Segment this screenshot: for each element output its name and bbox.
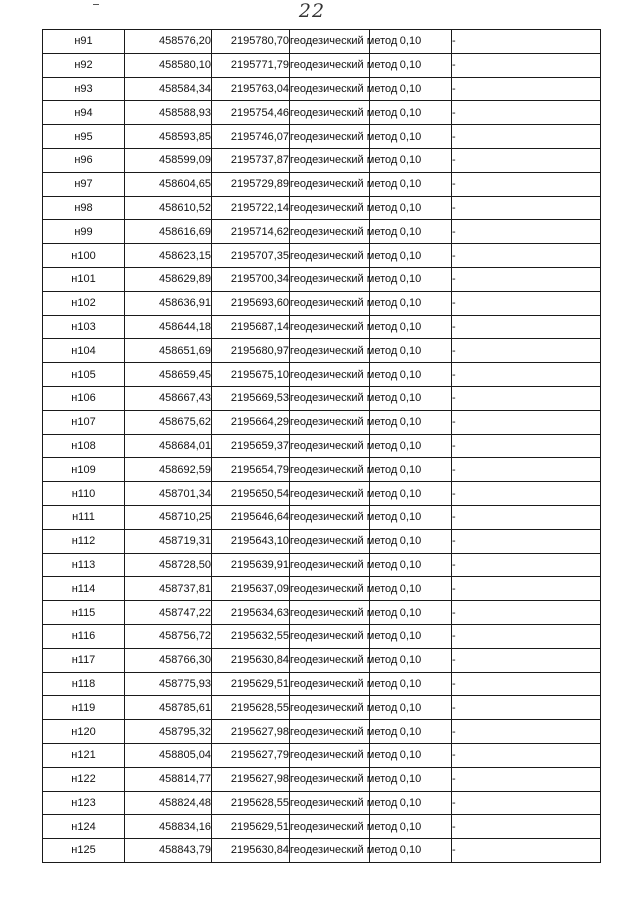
method-cell: геодезический метод bbox=[290, 125, 370, 149]
description-cell: - bbox=[452, 458, 601, 482]
y-coordinate-cell: 2195669,53 bbox=[212, 386, 290, 410]
point-name-cell: н108 bbox=[43, 434, 125, 458]
description-cell: - bbox=[452, 743, 601, 767]
description-cell: - bbox=[452, 196, 601, 220]
point-name-cell: н114 bbox=[43, 577, 125, 601]
table-row bbox=[43, 386, 601, 410]
y-coordinate-cell: 2195707,35 bbox=[212, 244, 290, 268]
method-cell: геодезический метод bbox=[290, 577, 370, 601]
x-coordinate-cell: 458616,69 bbox=[125, 220, 212, 244]
table-row bbox=[43, 529, 601, 553]
table-row bbox=[43, 291, 601, 315]
accuracy-cell: 0,10 bbox=[370, 101, 452, 125]
point-name-cell: н92 bbox=[43, 53, 125, 77]
accuracy-cell: 0,10 bbox=[370, 458, 452, 482]
method-cell: геодезический метод bbox=[290, 505, 370, 529]
table-row bbox=[43, 648, 601, 672]
table-row bbox=[43, 77, 601, 101]
y-coordinate-cell: 2195722,14 bbox=[212, 196, 290, 220]
table-row bbox=[43, 267, 601, 291]
x-coordinate-cell: 458805,04 bbox=[125, 743, 212, 767]
y-coordinate-cell: 2195629,51 bbox=[212, 815, 290, 839]
point-name-cell: н111 bbox=[43, 505, 125, 529]
table-row bbox=[43, 553, 601, 577]
accuracy-cell: 0,10 bbox=[370, 244, 452, 268]
table-row bbox=[43, 125, 601, 149]
x-coordinate-cell: 458756,72 bbox=[125, 624, 212, 648]
accuracy-cell: 0,10 bbox=[370, 363, 452, 387]
x-coordinate-cell: 458599,09 bbox=[125, 148, 212, 172]
y-coordinate-cell: 2195763,04 bbox=[212, 77, 290, 101]
method-cell: геодезический метод bbox=[290, 696, 370, 720]
description-cell: - bbox=[452, 53, 601, 77]
scan-mark bbox=[93, 4, 99, 5]
point-name-cell: н95 bbox=[43, 125, 125, 149]
y-coordinate-cell: 2195650,54 bbox=[212, 482, 290, 506]
method-cell: геодезический метод bbox=[290, 30, 370, 54]
description-cell: - bbox=[452, 696, 601, 720]
method-cell: геодезический метод bbox=[290, 624, 370, 648]
table-row bbox=[43, 601, 601, 625]
point-name-cell: н103 bbox=[43, 315, 125, 339]
table-row bbox=[43, 624, 601, 648]
method-cell: геодезический метод bbox=[290, 601, 370, 625]
y-coordinate-cell: 2195654,79 bbox=[212, 458, 290, 482]
accuracy-cell: 0,10 bbox=[370, 53, 452, 77]
x-coordinate-cell: 458604,65 bbox=[125, 172, 212, 196]
accuracy-cell: 0,10 bbox=[370, 839, 452, 863]
accuracy-cell: 0,10 bbox=[370, 267, 452, 291]
accuracy-cell: 0,10 bbox=[370, 529, 452, 553]
x-coordinate-cell: 458785,61 bbox=[125, 696, 212, 720]
x-coordinate-cell: 458593,85 bbox=[125, 125, 212, 149]
x-coordinate-cell: 458692,59 bbox=[125, 458, 212, 482]
x-coordinate-cell: 458636,91 bbox=[125, 291, 212, 315]
method-cell: геодезический метод bbox=[290, 77, 370, 101]
accuracy-cell: 0,10 bbox=[370, 624, 452, 648]
accuracy-cell: 0,10 bbox=[370, 720, 452, 744]
y-coordinate-cell: 2195627,98 bbox=[212, 720, 290, 744]
point-name-cell: н105 bbox=[43, 363, 125, 387]
point-name-cell: н96 bbox=[43, 148, 125, 172]
method-cell: геодезический метод bbox=[290, 244, 370, 268]
description-cell: - bbox=[452, 839, 601, 863]
description-cell: - bbox=[452, 410, 601, 434]
description-cell: - bbox=[452, 125, 601, 149]
y-coordinate-cell: 2195634,63 bbox=[212, 601, 290, 625]
point-name-cell: н100 bbox=[43, 244, 125, 268]
description-cell: - bbox=[452, 101, 601, 125]
point-name-cell: н119 bbox=[43, 696, 125, 720]
description-cell: - bbox=[452, 363, 601, 387]
accuracy-cell: 0,10 bbox=[370, 339, 452, 363]
method-cell: геодезический метод bbox=[290, 648, 370, 672]
point-name-cell: н121 bbox=[43, 743, 125, 767]
description-cell: - bbox=[452, 577, 601, 601]
point-name-cell: н107 bbox=[43, 410, 125, 434]
y-coordinate-cell: 2195637,09 bbox=[212, 577, 290, 601]
description-cell: - bbox=[452, 815, 601, 839]
y-coordinate-cell: 2195746,07 bbox=[212, 125, 290, 149]
method-cell: геодезический метод bbox=[290, 672, 370, 696]
accuracy-cell: 0,10 bbox=[370, 30, 452, 54]
y-coordinate-cell: 2195780,70 bbox=[212, 30, 290, 54]
description-cell: - bbox=[452, 767, 601, 791]
point-name-cell: н117 bbox=[43, 648, 125, 672]
point-name-cell: н97 bbox=[43, 172, 125, 196]
accuracy-cell: 0,10 bbox=[370, 601, 452, 625]
accuracy-cell: 0,10 bbox=[370, 577, 452, 601]
description-cell: - bbox=[452, 601, 601, 625]
y-coordinate-cell: 2195643,10 bbox=[212, 529, 290, 553]
x-coordinate-cell: 458766,30 bbox=[125, 648, 212, 672]
y-coordinate-cell: 2195687,14 bbox=[212, 315, 290, 339]
table-row bbox=[43, 30, 601, 54]
table-row bbox=[43, 577, 601, 601]
point-name-cell: н102 bbox=[43, 291, 125, 315]
point-name-cell: н120 bbox=[43, 720, 125, 744]
method-cell: геодезический метод bbox=[290, 553, 370, 577]
accuracy-cell: 0,10 bbox=[370, 696, 452, 720]
y-coordinate-cell: 2195680,97 bbox=[212, 339, 290, 363]
description-cell: - bbox=[452, 434, 601, 458]
point-name-cell: н109 bbox=[43, 458, 125, 482]
x-coordinate-cell: 458610,52 bbox=[125, 196, 212, 220]
table-row bbox=[43, 196, 601, 220]
table-row bbox=[43, 53, 601, 77]
point-name-cell: н106 bbox=[43, 386, 125, 410]
page-number: 22 bbox=[298, 0, 326, 22]
x-coordinate-cell: 458684,01 bbox=[125, 434, 212, 458]
table-row bbox=[43, 458, 601, 482]
y-coordinate-cell: 2195714,62 bbox=[212, 220, 290, 244]
y-coordinate-cell: 2195628,55 bbox=[212, 696, 290, 720]
method-cell: геодезический метод bbox=[290, 720, 370, 744]
accuracy-cell: 0,10 bbox=[370, 553, 452, 577]
point-name-cell: н118 bbox=[43, 672, 125, 696]
accuracy-cell: 0,10 bbox=[370, 672, 452, 696]
method-cell: геодезический метод bbox=[290, 410, 370, 434]
method-cell: геодезический метод bbox=[290, 482, 370, 506]
x-coordinate-cell: 458795,32 bbox=[125, 720, 212, 744]
x-coordinate-cell: 458719,31 bbox=[125, 529, 212, 553]
y-coordinate-cell: 2195771,79 bbox=[212, 53, 290, 77]
accuracy-cell: 0,10 bbox=[370, 648, 452, 672]
table-row bbox=[43, 339, 601, 363]
x-coordinate-cell: 458659,45 bbox=[125, 363, 212, 387]
description-cell: - bbox=[452, 220, 601, 244]
x-coordinate-cell: 458824,48 bbox=[125, 791, 212, 815]
x-coordinate-cell: 458834,16 bbox=[125, 815, 212, 839]
accuracy-cell: 0,10 bbox=[370, 386, 452, 410]
coordinates-table-body bbox=[43, 30, 601, 863]
method-cell: геодезический метод bbox=[290, 458, 370, 482]
x-coordinate-cell: 458675,62 bbox=[125, 410, 212, 434]
point-name-cell: н99 bbox=[43, 220, 125, 244]
method-cell: геодезический метод bbox=[290, 172, 370, 196]
point-name-cell: н113 bbox=[43, 553, 125, 577]
table-row bbox=[43, 363, 601, 387]
accuracy-cell: 0,10 bbox=[370, 172, 452, 196]
x-coordinate-cell: 458588,93 bbox=[125, 101, 212, 125]
y-coordinate-cell: 2195659,37 bbox=[212, 434, 290, 458]
accuracy-cell: 0,10 bbox=[370, 291, 452, 315]
y-coordinate-cell: 2195629,51 bbox=[212, 672, 290, 696]
method-cell: геодезический метод bbox=[290, 220, 370, 244]
description-cell: - bbox=[452, 648, 601, 672]
point-name-cell: н94 bbox=[43, 101, 125, 125]
x-coordinate-cell: 458584,34 bbox=[125, 77, 212, 101]
table-row bbox=[43, 696, 601, 720]
x-coordinate-cell: 458623,15 bbox=[125, 244, 212, 268]
table-row bbox=[43, 767, 601, 791]
method-cell: геодезический метод bbox=[290, 363, 370, 387]
y-coordinate-cell: 2195646,64 bbox=[212, 505, 290, 529]
method-cell: геодезический метод bbox=[290, 434, 370, 458]
x-coordinate-cell: 458629,89 bbox=[125, 267, 212, 291]
method-cell: геодезический метод bbox=[290, 815, 370, 839]
method-cell: геодезический метод bbox=[290, 529, 370, 553]
y-coordinate-cell: 2195664,29 bbox=[212, 410, 290, 434]
description-cell: - bbox=[452, 624, 601, 648]
description-cell: - bbox=[452, 720, 601, 744]
table-row bbox=[43, 743, 601, 767]
description-cell: - bbox=[452, 244, 601, 268]
description-cell: - bbox=[452, 339, 601, 363]
point-name-cell: н124 bbox=[43, 815, 125, 839]
x-coordinate-cell: 458843,79 bbox=[125, 839, 212, 863]
x-coordinate-cell: 458775,93 bbox=[125, 672, 212, 696]
method-cell: геодезический метод bbox=[290, 791, 370, 815]
accuracy-cell: 0,10 bbox=[370, 125, 452, 149]
x-coordinate-cell: 458576,20 bbox=[125, 30, 212, 54]
method-cell: геодезический метод bbox=[290, 386, 370, 410]
point-name-cell: н98 bbox=[43, 196, 125, 220]
accuracy-cell: 0,10 bbox=[370, 196, 452, 220]
method-cell: геодезический метод bbox=[290, 839, 370, 863]
description-cell: - bbox=[452, 30, 601, 54]
y-coordinate-cell: 2195632,55 bbox=[212, 624, 290, 648]
y-coordinate-cell: 2195700,34 bbox=[212, 267, 290, 291]
y-coordinate-cell: 2195628,55 bbox=[212, 791, 290, 815]
description-cell: - bbox=[452, 315, 601, 339]
description-cell: - bbox=[452, 482, 601, 506]
table-row bbox=[43, 148, 601, 172]
accuracy-cell: 0,10 bbox=[370, 148, 452, 172]
y-coordinate-cell: 2195737,87 bbox=[212, 148, 290, 172]
table-row bbox=[43, 505, 601, 529]
x-coordinate-cell: 458814,77 bbox=[125, 767, 212, 791]
table-row bbox=[43, 220, 601, 244]
method-cell: геодезический метод bbox=[290, 743, 370, 767]
method-cell: геодезический метод bbox=[290, 53, 370, 77]
method-cell: геодезический метод bbox=[290, 196, 370, 220]
description-cell: - bbox=[452, 529, 601, 553]
accuracy-cell: 0,10 bbox=[370, 315, 452, 339]
description-cell: - bbox=[452, 791, 601, 815]
table-row bbox=[43, 410, 601, 434]
accuracy-cell: 0,10 bbox=[370, 220, 452, 244]
y-coordinate-cell: 2195754,46 bbox=[212, 101, 290, 125]
accuracy-cell: 0,10 bbox=[370, 505, 452, 529]
accuracy-cell: 0,10 bbox=[370, 743, 452, 767]
x-coordinate-cell: 458710,25 bbox=[125, 505, 212, 529]
description-cell: - bbox=[452, 267, 601, 291]
point-name-cell: н101 bbox=[43, 267, 125, 291]
point-name-cell: н122 bbox=[43, 767, 125, 791]
x-coordinate-cell: 458701,34 bbox=[125, 482, 212, 506]
table-row bbox=[43, 839, 601, 863]
method-cell: геодезический метод bbox=[290, 148, 370, 172]
point-name-cell: н93 bbox=[43, 77, 125, 101]
description-cell: - bbox=[452, 172, 601, 196]
table-row bbox=[43, 244, 601, 268]
point-name-cell: н110 bbox=[43, 482, 125, 506]
table-row bbox=[43, 815, 601, 839]
point-name-cell: н123 bbox=[43, 791, 125, 815]
x-coordinate-cell: 458667,43 bbox=[125, 386, 212, 410]
coordinates-table bbox=[42, 29, 601, 863]
method-cell: геодезический метод bbox=[290, 315, 370, 339]
method-cell: геодезический метод bbox=[290, 291, 370, 315]
accuracy-cell: 0,10 bbox=[370, 791, 452, 815]
table-row bbox=[43, 434, 601, 458]
y-coordinate-cell: 2195627,79 bbox=[212, 743, 290, 767]
description-cell: - bbox=[452, 386, 601, 410]
method-cell: геодезический метод bbox=[290, 767, 370, 791]
description-cell: - bbox=[452, 77, 601, 101]
table-row bbox=[43, 172, 601, 196]
method-cell: геодезический метод bbox=[290, 267, 370, 291]
description-cell: - bbox=[452, 291, 601, 315]
accuracy-cell: 0,10 bbox=[370, 482, 452, 506]
point-name-cell: н112 bbox=[43, 529, 125, 553]
table-row bbox=[43, 791, 601, 815]
x-coordinate-cell: 458580,10 bbox=[125, 53, 212, 77]
description-cell: - bbox=[452, 553, 601, 577]
point-name-cell: н125 bbox=[43, 839, 125, 863]
accuracy-cell: 0,10 bbox=[370, 767, 452, 791]
table-row bbox=[43, 315, 601, 339]
table-row bbox=[43, 672, 601, 696]
accuracy-cell: 0,10 bbox=[370, 815, 452, 839]
x-coordinate-cell: 458737,81 bbox=[125, 577, 212, 601]
y-coordinate-cell: 2195630,84 bbox=[212, 648, 290, 672]
accuracy-cell: 0,10 bbox=[370, 410, 452, 434]
y-coordinate-cell: 2195693,60 bbox=[212, 291, 290, 315]
method-cell: геодезический метод bbox=[290, 339, 370, 363]
x-coordinate-cell: 458651,69 bbox=[125, 339, 212, 363]
point-name-cell: н116 bbox=[43, 624, 125, 648]
x-coordinate-cell: 458747,22 bbox=[125, 601, 212, 625]
y-coordinate-cell: 2195675,10 bbox=[212, 363, 290, 387]
x-coordinate-cell: 458644,18 bbox=[125, 315, 212, 339]
point-name-cell: н104 bbox=[43, 339, 125, 363]
description-cell: - bbox=[452, 505, 601, 529]
x-coordinate-cell: 458728,50 bbox=[125, 553, 212, 577]
description-cell: - bbox=[452, 148, 601, 172]
description-cell: - bbox=[452, 672, 601, 696]
table-row bbox=[43, 482, 601, 506]
y-coordinate-cell: 2195630,84 bbox=[212, 839, 290, 863]
accuracy-cell: 0,10 bbox=[370, 434, 452, 458]
point-name-cell: н91 bbox=[43, 30, 125, 54]
point-name-cell: н115 bbox=[43, 601, 125, 625]
table-row bbox=[43, 720, 601, 744]
y-coordinate-cell: 2195729,89 bbox=[212, 172, 290, 196]
y-coordinate-cell: 2195639,91 bbox=[212, 553, 290, 577]
table-row bbox=[43, 101, 601, 125]
accuracy-cell: 0,10 bbox=[370, 77, 452, 101]
y-coordinate-cell: 2195627,98 bbox=[212, 767, 290, 791]
method-cell: геодезический метод bbox=[290, 101, 370, 125]
